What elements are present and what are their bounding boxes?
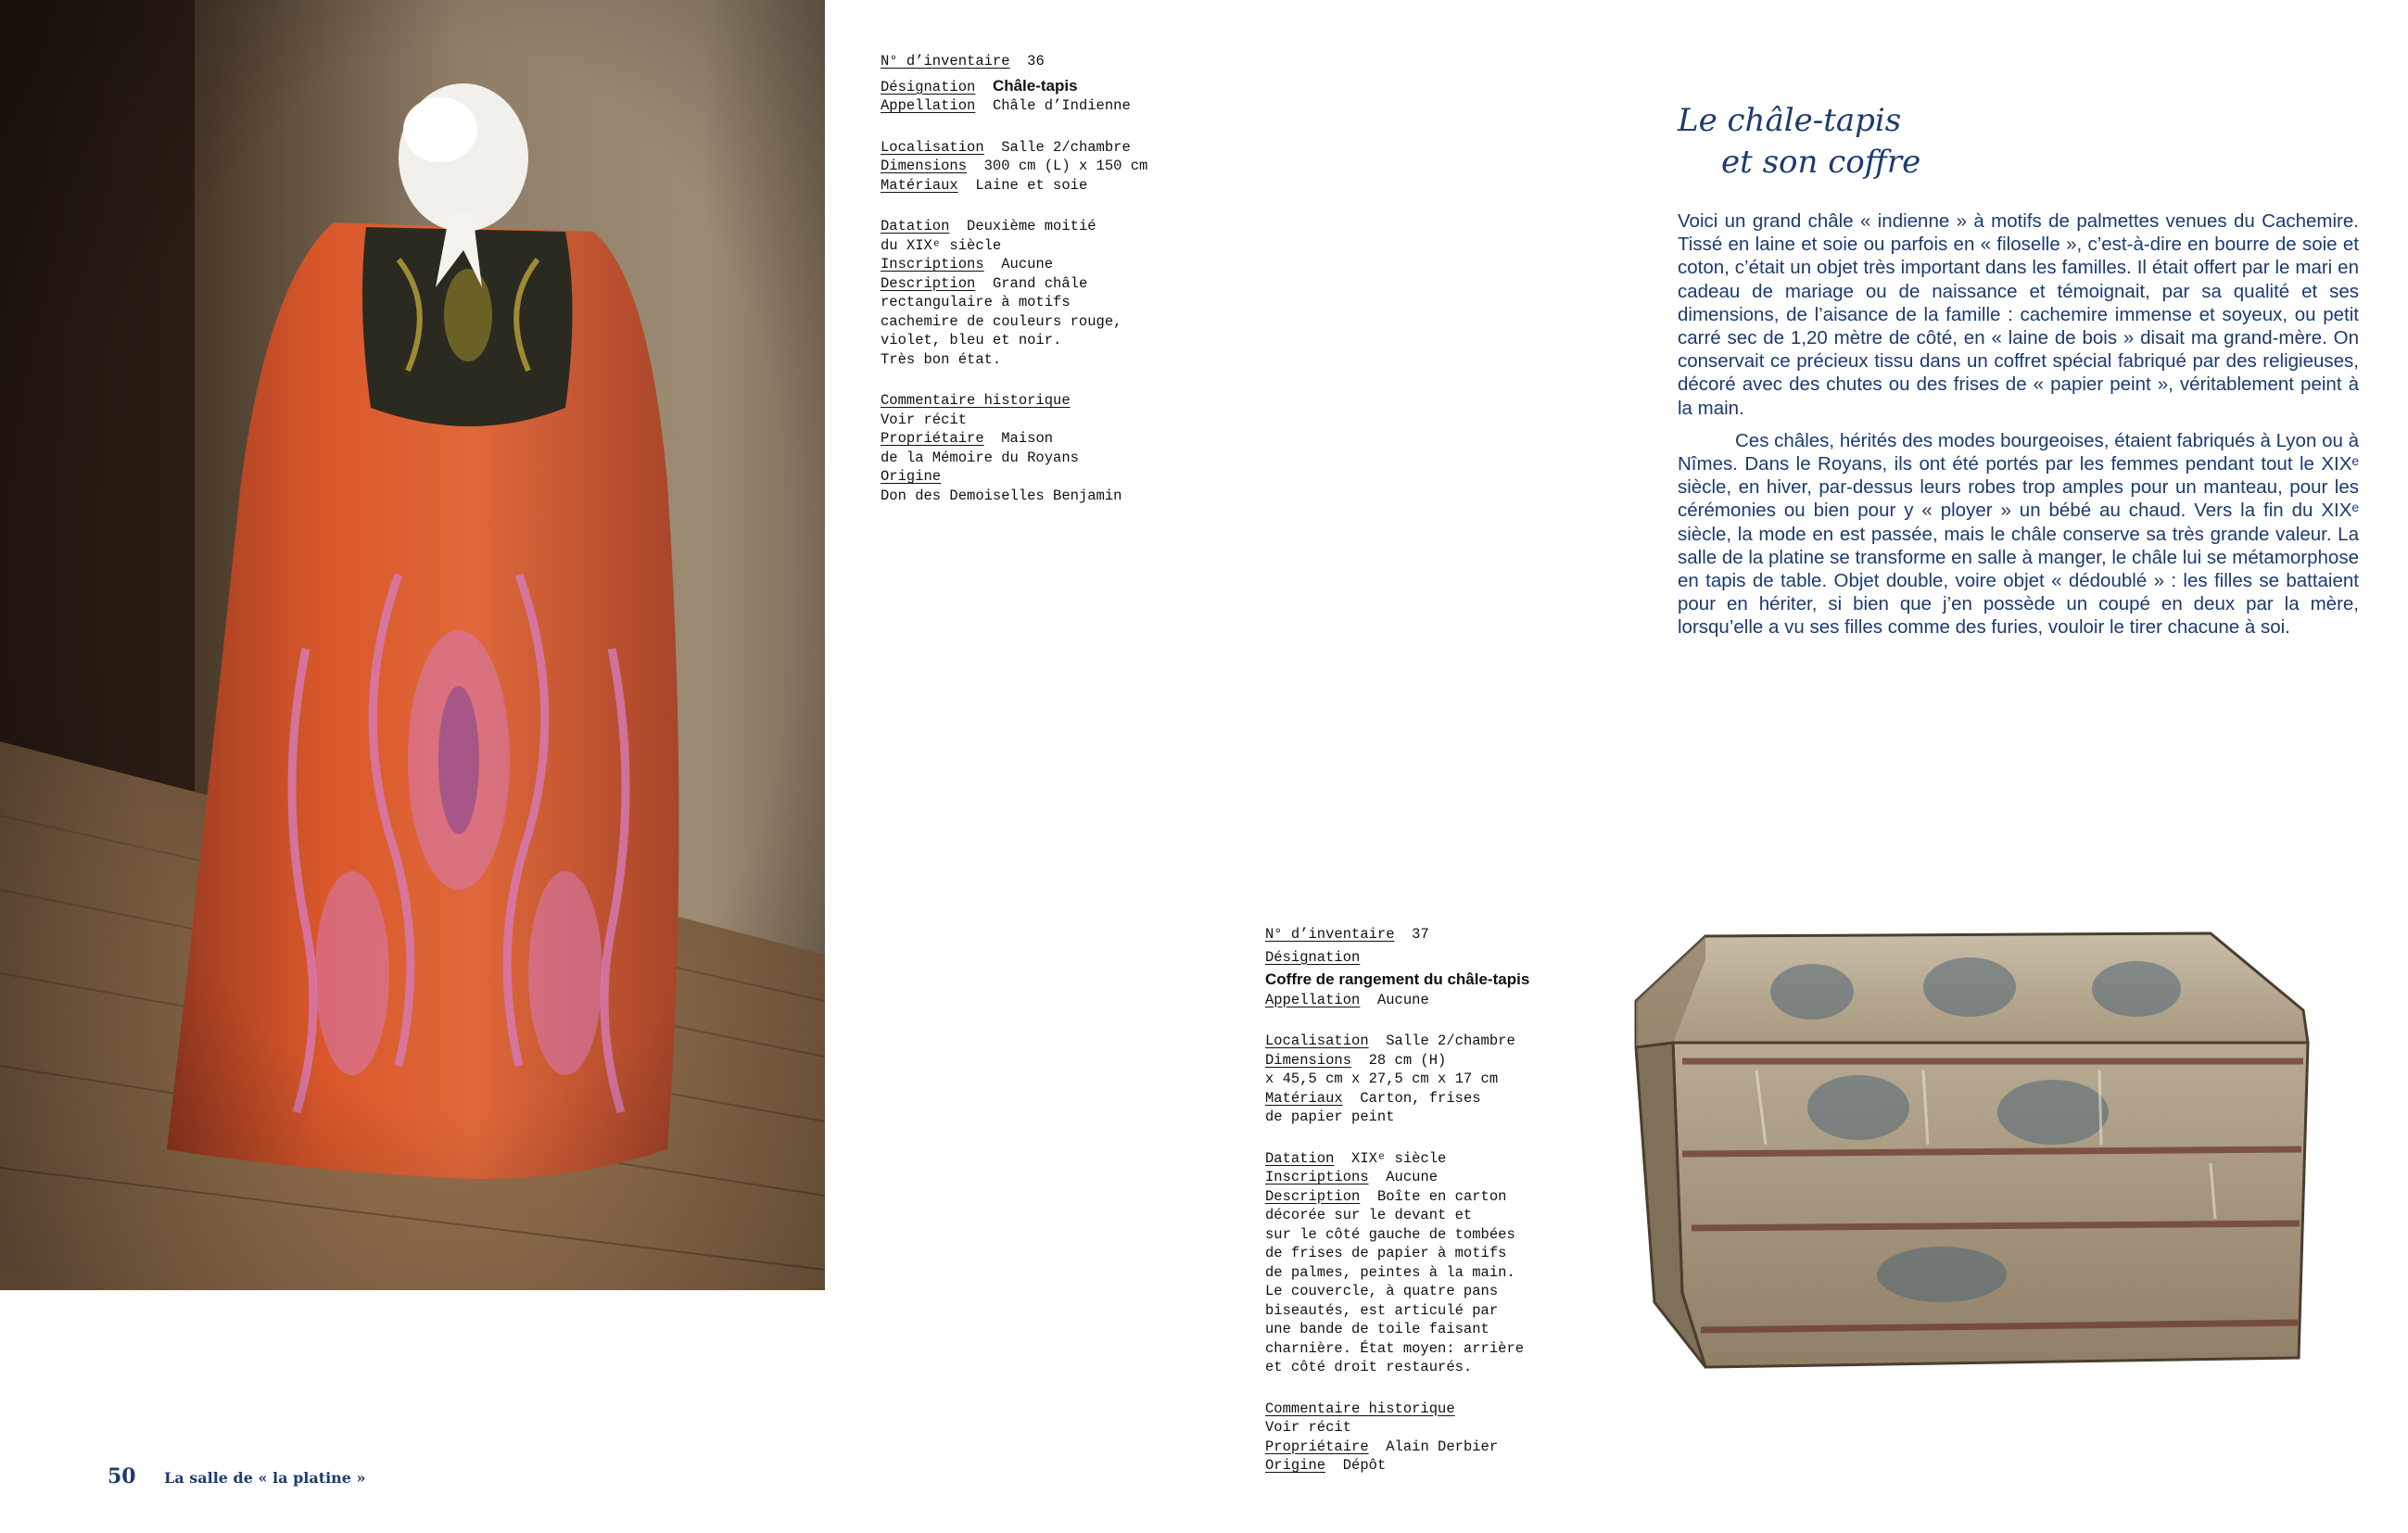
catalogue-card-chest — [1265, 925, 1599, 1476]
inventory-row — [881, 52, 1196, 71]
article-body — [1678, 209, 2359, 649]
commentaire-row — [1265, 1400, 1599, 1419]
description-row — [1265, 1187, 1599, 1207]
materiaux-label: Matériaux — [881, 176, 958, 194]
description-value: Grand châle — [992, 274, 1088, 292]
commentaire-value: Voir récit — [881, 411, 968, 428]
materiaux-line: de papier peint — [1265, 1109, 1395, 1125]
chest-photo — [1617, 922, 2322, 1376]
article-title-line2: et son coffre — [1721, 144, 1921, 181]
designation-value: Coffre de rangement du châle-tapis — [1265, 970, 1530, 988]
inscriptions-row — [881, 255, 1196, 274]
dimensions-line: x 45,5 cm x 27,5 cm x 17 cm — [1265, 1071, 1499, 1087]
origine-row — [881, 467, 1196, 487]
dimensions-value: 300 cm (L) x 150 cm — [983, 158, 1148, 174]
appellation-row — [1265, 991, 1599, 1010]
inventory-row — [1265, 925, 1599, 944]
description-value: Boîte en carton — [1376, 1187, 1507, 1205]
article-paragraph: Voici un grand châle « indienne » à motifs de palmettes venues du Cachemire. Tissé en laine et soie ou parfois en « filoselle », c’est-à-dire en bourre de soie et coton, c’était un objet très important dans les familles. Il était offert par le mari en cadeau de mariage ou de naissance et témoignait, par sa qualité et ses dimensions, de l’aisance de la famille : cachemire immense et soyeux, ou petit carré sec de 1,20 mètre de côté, en « laine de bois » disait ma grand-mère. On conservait ce précieux tissu dans un coffret spécial fabriqué par des religieuses, décoré avec des chutes ou des frises de « papier peint », véritablement peint à la main. — [1678, 210, 2359, 419]
designation-value: Châle-tapis — [992, 76, 1078, 95]
chest-image — [1617, 922, 2322, 1376]
datation-row-2: du XIXᵉ siècle — [881, 236, 1002, 254]
datation-value: XIXᵉ siècle — [1351, 1149, 1447, 1167]
proprietaire-row — [1265, 1438, 1599, 1457]
description-line: violet, bleu et noir. — [881, 332, 1062, 348]
localisation-value: Salle 2/chambre — [1386, 1033, 1515, 1049]
proprietaire-label: Propriétaire — [881, 430, 984, 447]
localisation-label: Localisation — [1265, 1033, 1369, 1049]
inventory-value: 37 — [1412, 926, 1429, 943]
origine-value: Don des Demoiselles Benjamin — [881, 487, 1122, 504]
proprietaire-value: Alain Derbier — [1386, 1438, 1499, 1455]
inscriptions-label: Inscriptions — [1265, 1169, 1369, 1185]
appellation-row — [881, 96, 1196, 116]
designation-label: Désignation — [881, 78, 976, 95]
shawl-photo — [0, 0, 825, 1290]
description-line: décorée sur le devant et — [1265, 1207, 1473, 1223]
dimensions-row — [881, 157, 1196, 176]
designation-row — [1265, 948, 1599, 968]
description-line: cachemire de couleurs rouge, — [881, 312, 1122, 330]
description-line: biseautés, est articulé par — [1265, 1301, 1499, 1319]
datation-value: Deuxième moitié — [967, 218, 1096, 234]
materiaux-value: Laine et soie — [975, 176, 1088, 194]
inscriptions-value: Aucune — [1001, 256, 1054, 272]
running-title: La salle de « la platine » — [164, 1469, 366, 1487]
origine-value: Dépôt — [1342, 1457, 1387, 1474]
materiaux-row — [881, 176, 1196, 196]
appellation-value: Aucune — [1376, 991, 1429, 1008]
description-line: sur le côté gauche de tombées — [1265, 1225, 1515, 1243]
description-line: et côté droit restaurés. — [1265, 1359, 1473, 1375]
designation-value-row — [1265, 970, 1599, 991]
description-line: rectangulaire à motifs — [881, 294, 1071, 310]
article-paragraph: Ces châles, hérités des modes bourgeoises, étaient fabriqués à Lyon ou à Nîmes. Dans le Royans, ils ont été portés par les femmes pendant tout le XIXᵉ siècle, en hiver, par-dessus leurs robes trop amples pour un manteau, pour les cérémonies ou bien pour y « ployer » un bébé au chaud. Vers la fin du XIXᵉ siècle, la mode en est passée, mais le châle conserve sa très grande valeur. La salle de la platine se transforme en salle à manger, le châle lui se métamorphose en tapis de table. Objet double, voire objet « dédoublé » : les filles se battaient pour en hériter, si bien que j’en possède un coupé en deux par la mère, lorsqu’elle a vu ses filles comme des furies, vouloir le tirer chacune à soi. — [1678, 429, 2359, 639]
appellation-label: Appellation — [1265, 991, 1361, 1008]
description-label: Description — [881, 274, 976, 292]
description-line: une bande de toile faisant — [1265, 1321, 1489, 1337]
description-line: de frises de papier à motifs — [1265, 1245, 1507, 1261]
localisation-label: Localisation — [881, 138, 984, 156]
materiaux-label: Matériaux — [1265, 1089, 1343, 1107]
designation-row — [881, 77, 1196, 97]
materiaux-value: Carton, frises — [1360, 1089, 1481, 1107]
datation-label: Datation — [1265, 1149, 1335, 1167]
localisation-row — [881, 138, 1196, 158]
inventory-label: N° d’inventaire — [881, 53, 1010, 70]
description-line: Très bon état. — [881, 350, 1002, 368]
article-title — [1678, 100, 1920, 184]
description-label: Description — [1265, 1187, 1361, 1205]
materiaux-row — [1265, 1089, 1599, 1109]
dimensions-row — [1265, 1051, 1599, 1071]
origine-row — [1265, 1456, 1599, 1476]
inventory-label: N° d’inventaire — [1265, 926, 1395, 943]
proprietaire-line: de la Mémoire du Royans — [881, 449, 1079, 466]
designation-label: Désignation — [1265, 948, 1361, 966]
dimensions-label: Dimensions — [881, 158, 968, 174]
shawl-photo-image — [0, 0, 825, 1290]
proprietaire-value: Maison — [1001, 430, 1054, 447]
localisation-value: Salle 2/chambre — [1001, 138, 1131, 156]
origine-label: Origine — [881, 468, 942, 485]
localisation-row — [1265, 1032, 1599, 1051]
datation-row — [881, 217, 1196, 236]
inscriptions-label: Inscriptions — [881, 256, 984, 272]
inscriptions-value: Aucune — [1386, 1169, 1438, 1185]
catalogue-card-shawl — [881, 52, 1196, 505]
commentaire-row — [881, 391, 1196, 411]
proprietaire-label: Propriétaire — [1265, 1438, 1369, 1455]
article-title-line1: Le châle-tapis — [1678, 102, 1902, 139]
description-line: charnière. État moyen: arrière — [1265, 1339, 1525, 1357]
appellation-label: Appellation — [881, 97, 976, 114]
description-line: Le couvercle, à quatre pans — [1265, 1283, 1499, 1299]
dimensions-value: 28 cm (H) — [1368, 1051, 1447, 1069]
datation-label: Datation — [881, 218, 950, 234]
inscriptions-row — [1265, 1168, 1599, 1187]
commentaire-label: Commentaire historique — [1265, 1400, 1455, 1417]
dimensions-label: Dimensions — [1265, 1051, 1352, 1069]
commentaire-label: Commentaire historique — [881, 392, 1071, 409]
inventory-value: 36 — [1027, 53, 1045, 70]
datation-row — [1265, 1149, 1599, 1169]
proprietaire-row — [881, 429, 1196, 449]
origine-label: Origine — [1265, 1457, 1326, 1474]
commentaire-value: Voir récit — [1265, 1419, 1352, 1436]
page-footer — [108, 1464, 366, 1489]
description-row — [881, 274, 1196, 294]
appellation-value: Châle d’Indienne — [992, 97, 1131, 114]
page-number: 50 — [108, 1464, 136, 1489]
description-line: de palmes, peintes à la main. — [1265, 1263, 1515, 1281]
